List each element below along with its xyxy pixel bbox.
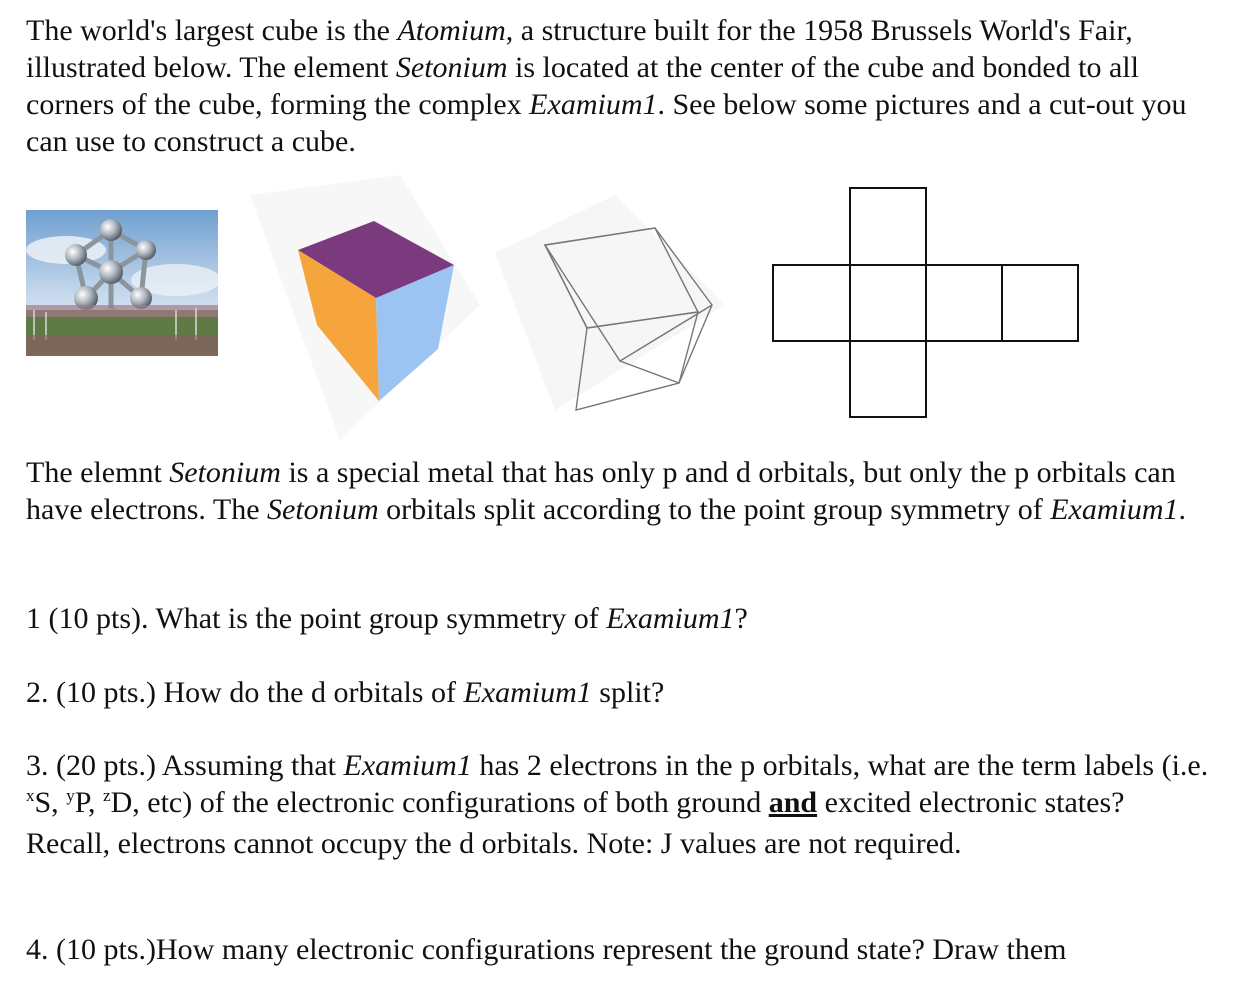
question-1: 1 (10 pts). What is the point group symmetry of Examium1? xyxy=(26,602,748,635)
question-2: 2. (10 pts.) How do the d orbitals of Examium1 split? xyxy=(26,676,665,709)
setonium-paragraph: The elemnt Setonium is a special metal that has only p and d orbitals, but only the p orbitals can have electrons. The Setonium orbitals split according to the point group symmetry of Examium1. xyxy=(26,456,1187,526)
cube-net-cutout xyxy=(770,186,1082,420)
question-3: 3. (20 pts.) Assuming that Examium1 has 2 electrons in the p orbitals, what are the term labels (i.e. $^x$S, $^y$P, $^z$D, etc) of the electronic configurations of both ground and excited electronic states? Recall, electrons cannot occupy the d orbitals. Note: J values are not required. xyxy=(26,749,1209,860)
colored-cube-illustration xyxy=(250,175,480,445)
question-4: 4. (10 pts.)How many electronic configurations represent the ground state? Draw them xyxy=(26,933,1067,966)
intro-paragraph: The world's largest cube is the Atomium, a structure built for the 1958 Brussels World's Fair, illustrated below. The element Setonium is located at the center of the cube and bonded to all corners of the cube, forming the complex Examium1. See below some pictures and a cut-out you can use to construct a cube. xyxy=(26,14,1187,158)
atomium-photo xyxy=(26,210,218,356)
wireframe-cube-illustration xyxy=(495,195,725,415)
emphasis-and: and xyxy=(768,786,818,819)
